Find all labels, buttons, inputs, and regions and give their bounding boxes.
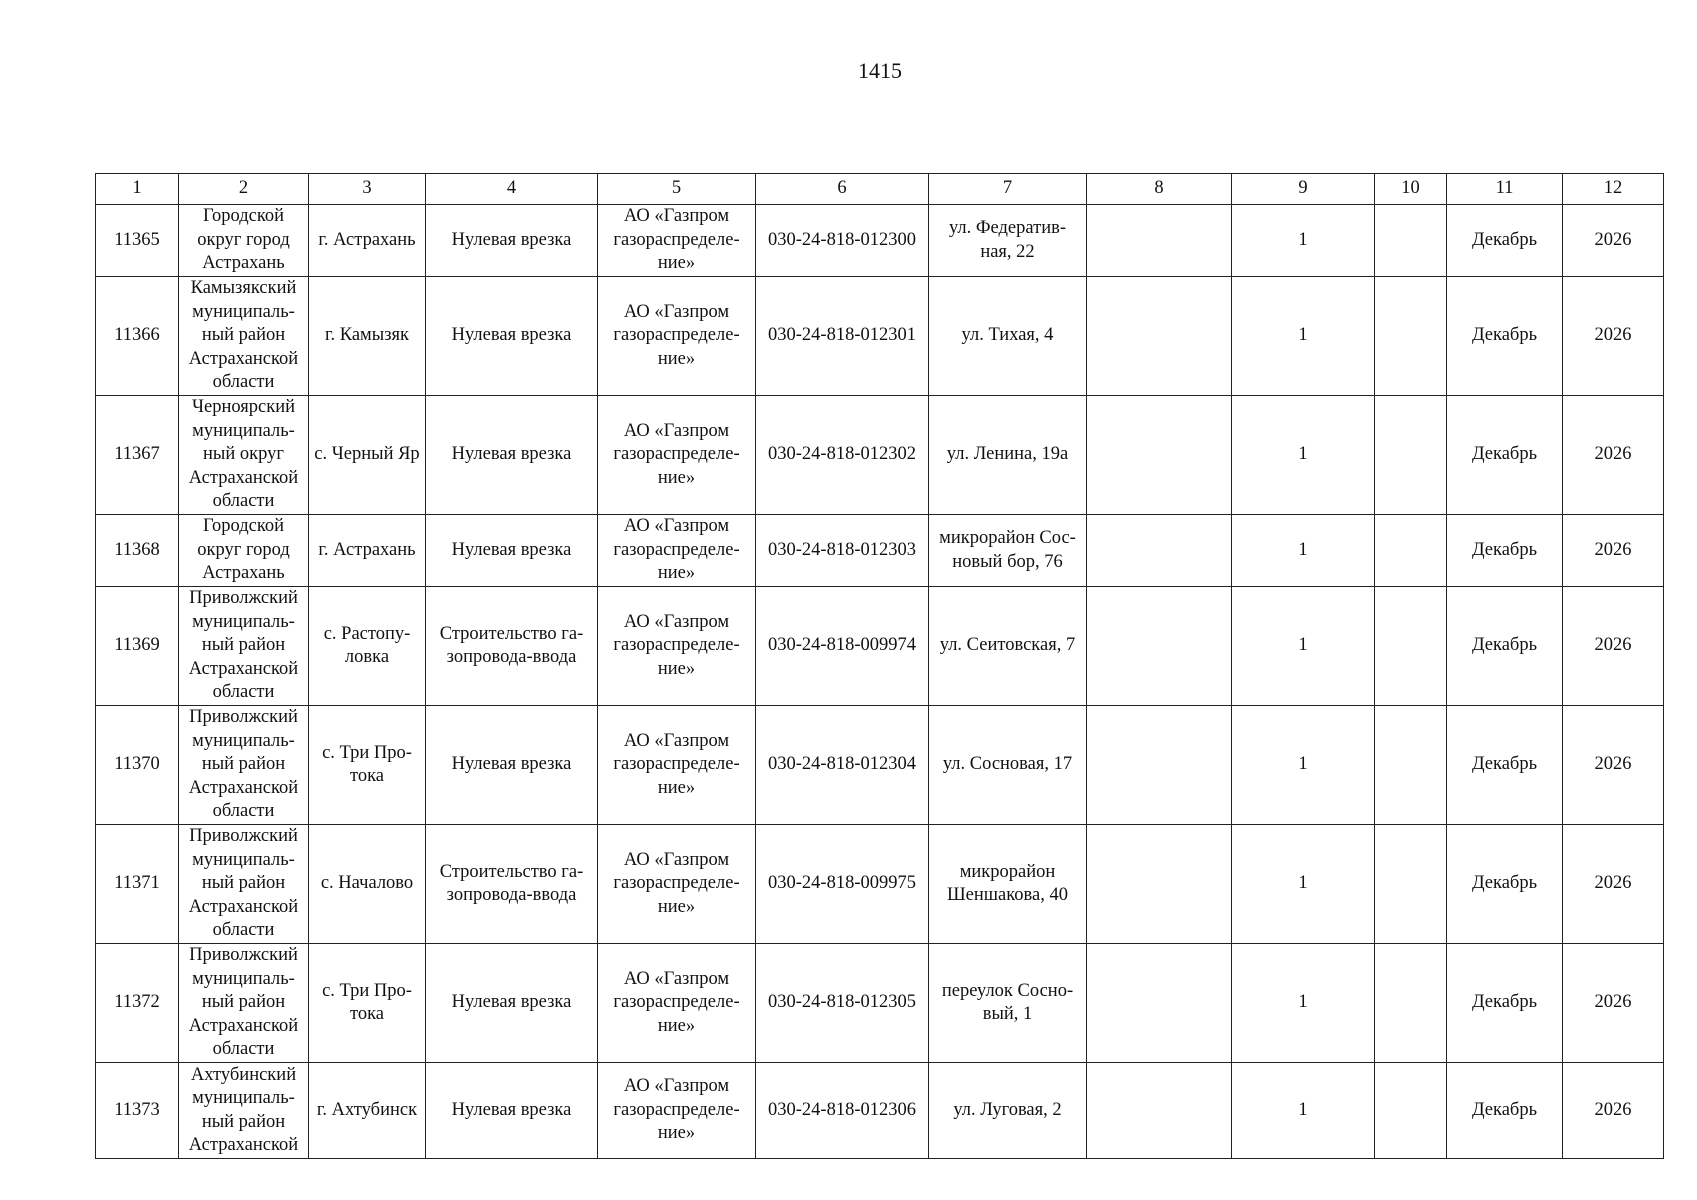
cell-line: микрорайон Сос- [939,528,1076,548]
cell-line: Нулевая врезка [451,444,572,465]
cell-line: с. Черный Яр [314,444,420,465]
month-cell: Декабрь [1447,277,1563,396]
column-header-7: 7 [929,174,1087,205]
cell-line: газораспределе- [613,229,740,250]
cell-line: Астрахань [202,563,285,584]
cell-line: АО «Газпром [623,1076,730,1097]
cell-line: муниципаль- [192,730,295,751]
column-8-cell [1087,825,1232,944]
cell-line: области [212,801,275,822]
code-cell: 030-24-818-012300 [756,205,929,277]
count-cell: 1 [1232,205,1375,277]
cell-line: с. Началово [320,873,414,894]
cell-line: Приволжский [189,707,298,728]
cell-line: округ город [197,539,290,560]
code-cell: 030-24-818-012303 [756,515,929,587]
cell-line: ние» [657,253,696,274]
table-row [96,944,1664,1063]
cell-line: АО «Газпром [623,730,730,751]
cell-line: Астраханской [188,467,299,488]
cell-line: новый бор, 76 [952,551,1063,572]
cell-line: Нулевая врезка [451,229,572,250]
row-number-cell: 11370 [96,706,179,825]
column-8-cell [1087,944,1232,1063]
district-cell [179,1063,309,1159]
district-cell [179,515,309,587]
cell-line: зопровода-ввода [446,647,577,667]
cell-line: Нулевая врезка [451,539,572,560]
cell-line: ние» [657,348,696,369]
work-type-cell [426,396,598,515]
address-cell [929,205,1087,277]
address-cell [929,587,1087,706]
cell-line: Астраханской [188,777,299,798]
column-header-12: 12 [1563,174,1664,205]
page-number: 1415 [858,58,902,83]
month-cell: Декабрь [1447,515,1563,587]
column-header-6: 6 [756,174,929,205]
row-number-cell: 11373 [96,1063,179,1159]
column-10-cell [1375,825,1447,944]
work-type-cell [426,825,598,944]
cell-line: газораспределе- [613,754,740,775]
cell-line: с. Растопу- [323,623,411,644]
month-cell: Декабрь [1447,944,1563,1063]
cell-line: газораспределе- [613,325,740,346]
cell-line: ная, 22 [980,241,1035,262]
code-cell: 030-24-818-012306 [756,1063,929,1159]
count-cell: 1 [1232,396,1375,515]
cell-line: Приволжский [189,826,298,847]
address-cell [929,277,1087,396]
district-cell [179,706,309,825]
cell-line: области [212,491,275,512]
column-header-2: 2 [179,174,309,205]
cell-line: ул. Сеитовская, 7 [939,635,1076,656]
cell-line: Городской [202,206,285,227]
column-8-cell [1087,587,1232,706]
cell-line: Нулевая врезка [451,754,572,775]
row-number-cell: 11371 [96,825,179,944]
organization-cell [598,825,756,944]
district-cell [179,825,309,944]
work-type-cell [426,587,598,706]
cell-line: ловка [344,647,390,667]
year-cell: 2026 [1563,205,1664,277]
table-row [96,587,1664,706]
cell-line: АО «Газпром [623,420,730,441]
settlement-cell [309,515,426,587]
column-8-cell [1087,277,1232,396]
settlement-cell [309,825,426,944]
cell-line: ние» [657,467,696,488]
count-cell: 1 [1232,944,1375,1063]
district-cell [179,205,309,277]
organization-cell [598,396,756,515]
column-header-3: 3 [309,174,426,205]
cell-line: ние» [657,1015,696,1036]
cell-line: ул. Ленина, 19а [946,444,1069,465]
cell-line: ние» [657,658,696,679]
code-cell: 030-24-818-012301 [756,277,929,396]
cell-line: АО «Газпром [623,968,730,989]
cell-line: ул. Федератив- [949,218,1066,238]
code-cell: 030-24-818-012304 [756,706,929,825]
address-cell [929,515,1087,587]
cell-line: г. Ахтубинск [316,1099,418,1120]
work-type-cell [426,205,598,277]
organization-cell [598,515,756,587]
cell-line: Приволжский [189,945,298,966]
count-cell: 1 [1232,587,1375,706]
address-cell [929,825,1087,944]
cell-line: муниципаль- [192,968,295,989]
cell-line: зопровода-ввода [446,885,577,905]
column-header-5: 5 [598,174,756,205]
settlement-cell [309,1063,426,1159]
district-cell [179,587,309,706]
month-cell: Декабрь [1447,205,1563,277]
cell-line: тока [349,1004,384,1024]
cell-line: муниципаль- [192,1088,295,1108]
year-cell: 2026 [1563,587,1664,706]
cell-line: области [212,1039,275,1060]
settlement-cell [309,205,426,277]
table-row [96,515,1664,587]
address-cell [929,396,1087,515]
table-row [96,706,1664,825]
work-type-cell [426,515,598,587]
column-header-9: 9 [1232,174,1375,205]
cell-line: муниципаль- [192,301,295,322]
column-8-cell [1087,515,1232,587]
cell-line: АО «Газпром [623,849,730,870]
settlement-cell [309,396,426,515]
cell-line: ный район [201,754,286,775]
cell-line: АО «Газпром [623,516,730,537]
column-10-cell [1375,515,1447,587]
cell-line: области [212,682,275,703]
organization-cell [598,1063,756,1159]
column-10-cell [1375,944,1447,1063]
cell-line: газораспределе- [613,539,740,560]
settlement-cell [309,277,426,396]
cell-line: газораспределе- [613,873,740,894]
work-type-cell [426,1063,598,1159]
cell-line: Астрахань [202,253,285,274]
organization-cell [598,706,756,825]
column-header-4: 4 [426,174,598,205]
cell-line: ние» [657,1123,696,1144]
table-row [96,825,1664,944]
cell-line: газораспределе- [613,635,740,656]
cell-line: ние» [657,563,696,584]
column-header-10: 10 [1375,174,1447,205]
row-number-cell: 11372 [96,944,179,1063]
code-cell: 030-24-818-009974 [756,587,929,706]
cell-line: Городской [202,516,285,537]
column-8-cell [1087,706,1232,825]
cell-line: Нулевая врезка [451,325,572,346]
cell-line: муниципаль- [192,611,295,632]
column-10-cell [1375,1063,1447,1159]
cell-line: ный район [201,635,286,656]
cell-line: с. Три Про- [322,980,412,1001]
cell-line: Строительство га- [439,623,584,644]
cell-line: газораспределе- [613,992,740,1013]
cell-line: округ город [197,229,290,250]
cell-line: газораспределе- [613,444,740,465]
column-number-row [96,174,1664,205]
cell-line: г. Астрахань [318,229,416,250]
cell-line: Приволжский [189,588,298,609]
cell-line: Астраханской [188,1015,299,1036]
month-cell: Декабрь [1447,1063,1563,1159]
month-cell: Декабрь [1447,706,1563,825]
cell-line: переулок Сосно- [941,980,1074,1001]
year-cell: 2026 [1563,825,1664,944]
table-row [96,277,1664,396]
row-number-cell: 11368 [96,515,179,587]
column-header-8: 8 [1087,174,1232,205]
cell-line: вый, 1 [982,1004,1033,1024]
cell-line: Астраханской [188,1135,299,1155]
column-10-cell [1375,396,1447,515]
month-cell: Декабрь [1447,587,1563,706]
cell-line: ный район [201,992,286,1013]
cell-line: Астраханской [188,896,299,917]
organization-cell [598,205,756,277]
count-cell: 1 [1232,825,1375,944]
count-cell: 1 [1232,1063,1375,1159]
cell-line: Ахтубинский [190,1064,297,1085]
cell-line: микрорайон [959,861,1056,882]
year-cell: 2026 [1563,396,1664,515]
settlement-cell [309,944,426,1063]
cell-line: АО «Газпром [623,206,730,227]
row-number-cell: 11367 [96,396,179,515]
settlement-cell [309,706,426,825]
address-cell [929,944,1087,1063]
cell-line: Астраханской [188,658,299,679]
cell-line: с. Три Про- [322,742,412,763]
month-cell: Декабрь [1447,396,1563,515]
column-10-cell [1375,277,1447,396]
cell-line: области [212,920,275,941]
table-row [96,396,1664,515]
work-type-cell [426,277,598,396]
cell-line: ный округ [203,444,284,465]
address-cell [929,1063,1087,1159]
count-cell: 1 [1232,277,1375,396]
cell-line: ние» [657,896,696,917]
code-cell: 030-24-818-009975 [756,825,929,944]
column-header-1: 1 [96,174,179,205]
cell-line: АО «Газпром [623,611,730,632]
cell-line: г. Астрахань [318,539,416,560]
address-cell [929,706,1087,825]
year-cell: 2026 [1563,944,1664,1063]
cell-line: ул. Луговая, 2 [953,1099,1062,1120]
cell-line: Астраханской [188,348,299,369]
year-cell: 2026 [1563,706,1664,825]
cell-line: АО «Газпром [623,301,730,322]
cell-line: ние» [657,777,696,798]
cell-line: Черноярский [191,397,296,418]
year-cell: 2026 [1563,515,1664,587]
district-cell [179,396,309,515]
cell-line: Нулевая врезка [451,992,572,1013]
cell-line: ул. Тихая, 4 [961,325,1054,346]
cell-line: тока [349,766,384,786]
cell-line: Строительство га- [439,861,584,882]
district-cell [179,277,309,396]
cell-line: ул. Сосновая, 17 [942,754,1073,775]
cell-line: Нулевая врезка [451,1099,572,1120]
month-cell: Декабрь [1447,825,1563,944]
cell-line: муниципаль- [192,420,295,441]
column-8-cell [1087,205,1232,277]
cell-line: газораспределе- [613,1099,740,1120]
cell-line: области [212,372,275,393]
count-cell: 1 [1232,706,1375,825]
column-header-11: 11 [1447,174,1563,205]
cell-line: ный район [201,873,286,894]
code-cell: 030-24-818-012305 [756,944,929,1063]
cell-line: муниципаль- [192,849,295,870]
work-type-cell [426,706,598,825]
cell-line: г. Камызяк [325,325,409,346]
gas-connection-table [95,173,1664,1159]
column-8-cell [1087,396,1232,515]
cell-line: Камызякский [190,278,297,299]
organization-cell [598,277,756,396]
row-number-cell: 11366 [96,277,179,396]
year-cell: 2026 [1563,277,1664,396]
cell-line: ный район [201,1111,286,1132]
code-cell: 030-24-818-012302 [756,396,929,515]
district-cell [179,944,309,1063]
work-type-cell [426,944,598,1063]
year-cell: 2026 [1563,1063,1664,1159]
column-8-cell [1087,1063,1232,1159]
organization-cell [598,587,756,706]
column-10-cell [1375,205,1447,277]
settlement-cell [309,587,426,706]
table-row [96,1063,1664,1159]
cell-line: ный район [201,325,286,346]
organization-cell [598,944,756,1063]
column-10-cell [1375,706,1447,825]
table-row [96,205,1664,277]
row-number-cell: 11369 [96,587,179,706]
column-10-cell [1375,587,1447,706]
row-number-cell: 11365 [96,205,179,277]
cell-line: Шеншакова, 40 [947,885,1068,905]
count-cell: 1 [1232,515,1375,587]
